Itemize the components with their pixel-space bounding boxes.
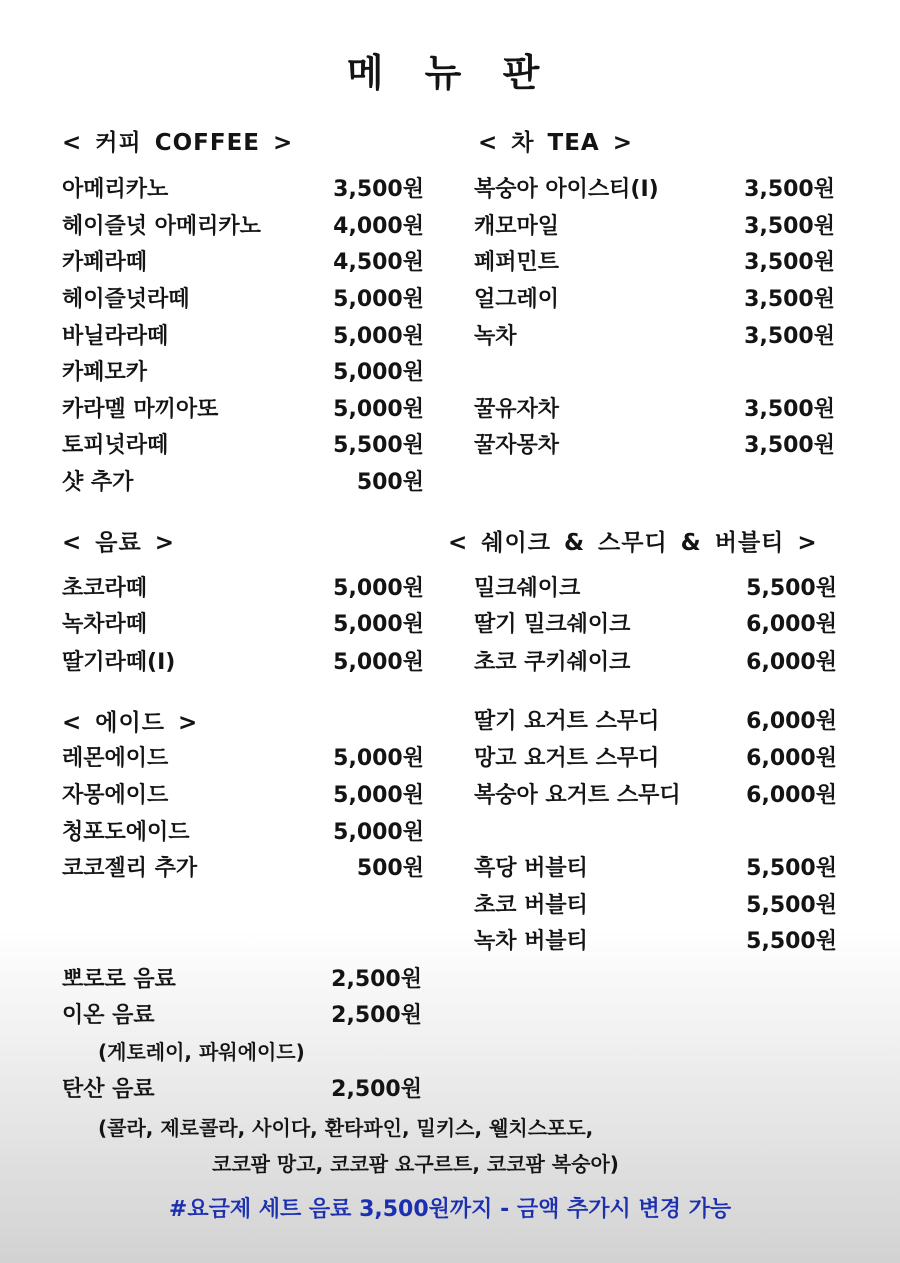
menu-item bbox=[474, 851, 837, 887]
item-price: 6,000원 bbox=[746, 612, 837, 637]
menu-item bbox=[62, 645, 424, 681]
menu-title: 메 뉴 판 bbox=[346, 51, 554, 95]
ion-drink-note: (게토레이, 파워에이드) bbox=[98, 1040, 305, 1064]
item-price: 5,500원 bbox=[333, 433, 424, 458]
menu-item bbox=[62, 571, 424, 607]
item-price: 5,500원 bbox=[746, 856, 837, 881]
item-price: 5,500원 bbox=[746, 893, 837, 918]
item-name: 꿀유자차 bbox=[474, 397, 560, 422]
menu-item bbox=[62, 245, 424, 281]
item-name: 녹차라떼 bbox=[62, 612, 148, 637]
menu-item bbox=[474, 209, 835, 245]
menu-item bbox=[474, 392, 835, 428]
item-price: 5,000원 bbox=[333, 324, 424, 349]
menu-item bbox=[62, 778, 424, 814]
item-name: 뽀로로 음료 bbox=[62, 967, 176, 992]
set-drink-notice: #요금제 세트 음료 3,500원까지 - 금액 추가시 변경 가능 bbox=[168, 1197, 732, 1222]
item-price: 5,500원 bbox=[746, 929, 837, 954]
menu-item bbox=[62, 607, 424, 643]
item-price: 5,000원 bbox=[333, 576, 424, 601]
item-name: 캐모마일 bbox=[474, 214, 560, 239]
menu-item bbox=[474, 888, 837, 924]
menu-item bbox=[474, 571, 837, 607]
menu-item bbox=[474, 741, 837, 777]
item-name: 헤이즐넛라떼 bbox=[62, 287, 190, 312]
item-price: 2,500원 bbox=[331, 1003, 422, 1028]
soda-note-line-1: (콜라, 제로콜라, 사이다, 환타파인, 밀키스, 웰치스포도, bbox=[98, 1116, 594, 1140]
item-name: 코코젤리 추가 bbox=[62, 856, 198, 881]
coffee-header: < 커피 COFFEE > bbox=[62, 130, 294, 156]
item-name: 복숭아 아이스티(I) bbox=[474, 177, 659, 202]
item-price: 3,500원 bbox=[744, 177, 835, 202]
item-price: 4,500원 bbox=[333, 250, 424, 275]
item-name: 밀크쉐이크 bbox=[474, 576, 581, 601]
item-name: 아메리카노 bbox=[62, 177, 169, 202]
menu-item bbox=[474, 172, 835, 208]
item-name: 청포도에이드 bbox=[62, 820, 190, 845]
menu-item bbox=[62, 355, 424, 391]
item-name: 카페라떼 bbox=[62, 250, 148, 275]
item-price: 500원 bbox=[356, 856, 424, 881]
item-price: 5,000원 bbox=[333, 612, 424, 637]
item-price: 6,000원 bbox=[746, 709, 837, 734]
item-price: 3,500원 bbox=[744, 324, 835, 349]
menu-item bbox=[474, 607, 837, 643]
item-price: 5,000원 bbox=[333, 287, 424, 312]
menu-item bbox=[62, 465, 424, 501]
item-price: 5,000원 bbox=[333, 397, 424, 422]
item-price: 5,000원 bbox=[333, 360, 424, 385]
item-name: 녹차 버블티 bbox=[474, 929, 588, 954]
item-price: 3,500원 bbox=[744, 433, 835, 458]
ade-header: < 에이드 > bbox=[62, 710, 199, 736]
menu-item bbox=[474, 245, 835, 281]
item-name: 초코라떼 bbox=[62, 576, 148, 601]
menu-item bbox=[474, 645, 837, 681]
item-name: 복숭아 요거트 스무디 bbox=[474, 783, 681, 808]
item-name: 샷 추가 bbox=[62, 470, 134, 495]
soda-note-line-2: 코코팜 망고, 코코팜 요구르트, 코코팜 복숭아) bbox=[212, 1152, 619, 1176]
item-name: 이온 음료 bbox=[62, 1003, 155, 1028]
menu-item bbox=[62, 209, 424, 245]
item-price: 5,000원 bbox=[333, 746, 424, 771]
item-price: 5,000원 bbox=[333, 820, 424, 845]
menu-item bbox=[62, 998, 422, 1034]
menu-item bbox=[62, 282, 424, 318]
item-name: 딸기 요거트 스무디 bbox=[474, 709, 660, 734]
menu-item bbox=[62, 851, 424, 887]
item-price: 4,000원 bbox=[333, 214, 424, 239]
item-name: 초코 쿠키쉐이크 bbox=[474, 650, 631, 675]
item-name: 초코 버블티 bbox=[474, 893, 588, 918]
item-price: 6,000원 bbox=[746, 650, 837, 675]
item-name: 바닐라라떼 bbox=[62, 324, 169, 349]
menu-item bbox=[474, 778, 837, 814]
item-price: 2,500원 bbox=[331, 967, 422, 992]
item-name: 얼그레이 bbox=[474, 287, 560, 312]
item-name: 망고 요거트 스무디 bbox=[474, 746, 660, 771]
item-name: 헤이즐넛 아메리카노 bbox=[62, 214, 261, 239]
item-price: 3,500원 bbox=[744, 250, 835, 275]
menu-item bbox=[62, 428, 424, 464]
menu-item bbox=[62, 172, 424, 208]
menu-item bbox=[474, 319, 835, 355]
item-name: 토피넛라떼 bbox=[62, 433, 169, 458]
item-price: 2,500원 bbox=[331, 1077, 422, 1102]
item-price: 3,500원 bbox=[744, 287, 835, 312]
menu-item bbox=[474, 282, 835, 318]
item-price: 3,500원 bbox=[744, 397, 835, 422]
menu-item bbox=[62, 815, 424, 851]
item-name: 레몬에이드 bbox=[62, 746, 169, 771]
item-name: 딸기 밀크쉐이크 bbox=[474, 612, 631, 637]
item-price: 5,000원 bbox=[333, 650, 424, 675]
menu-item bbox=[62, 962, 422, 998]
menu-item bbox=[62, 319, 424, 355]
drinks-header: < 음료 > bbox=[62, 530, 175, 556]
menu-item bbox=[474, 924, 837, 960]
item-name: 카페모카 bbox=[62, 360, 148, 385]
item-name: 탄산 음료 bbox=[62, 1077, 155, 1102]
item-price: 5,000원 bbox=[333, 783, 424, 808]
item-price: 6,000원 bbox=[746, 783, 837, 808]
item-name: 자몽에이드 bbox=[62, 783, 169, 808]
item-name: 녹차 bbox=[474, 324, 517, 349]
shake-header: < 쉐이크 & 스무디 & 버블티 > bbox=[448, 530, 818, 556]
menu-item bbox=[474, 428, 835, 464]
menu-item bbox=[62, 741, 424, 777]
item-price: 6,000원 bbox=[746, 746, 837, 771]
item-name: 페퍼민트 bbox=[474, 250, 560, 275]
item-price: 3,500원 bbox=[744, 214, 835, 239]
item-name: 흑당 버블티 bbox=[474, 856, 588, 881]
item-price: 3,500원 bbox=[333, 177, 424, 202]
menu-item bbox=[62, 1072, 422, 1108]
menu-item bbox=[62, 392, 424, 428]
item-name: 카라멜 마끼아또 bbox=[62, 397, 219, 422]
item-price: 5,500원 bbox=[746, 576, 837, 601]
tea-header: < 차 TEA > bbox=[478, 130, 633, 156]
item-name: 꿀자몽차 bbox=[474, 433, 560, 458]
item-price: 500원 bbox=[356, 470, 424, 495]
menu-item bbox=[474, 704, 837, 740]
item-name: 딸기라떼(I) bbox=[62, 650, 176, 675]
